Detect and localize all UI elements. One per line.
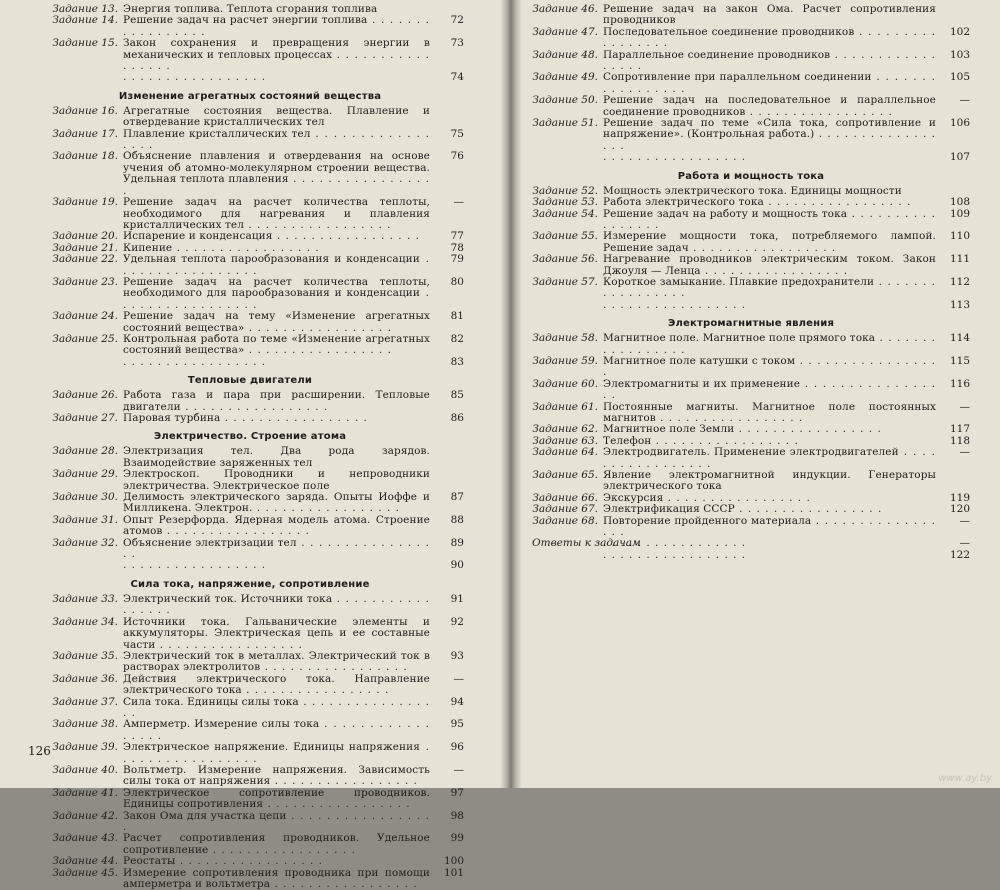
entry-page: 96 (450, 741, 464, 754)
entry-label: Задание 33. (52, 592, 118, 605)
entry-label: Задание 47. (532, 25, 598, 38)
entry-title: Измерение сопротивления проводника при помощи амперметра и вольтметра . . . (123, 868, 430, 890)
entry-label: Задание 34. (52, 615, 118, 628)
entry-label: Задание 54. (532, 207, 598, 220)
entry-title: Магнитное поле Земли . . . (603, 424, 936, 435)
entry-page: 76 (450, 150, 464, 163)
entry-page: 81 (450, 310, 464, 323)
entry-title (123, 72, 430, 83)
entry-page: 122 (949, 548, 970, 561)
entry-label: Задание 49. (532, 71, 598, 84)
entry-title: Магнитное поле катушки с током . . . (603, 356, 936, 379)
toc-entry (36, 38, 464, 72)
toc-entry (36, 446, 464, 469)
watermark: www.ay.by (938, 773, 992, 784)
entry-title: Электроскоп. Проводники и непроводники электричества. Электрическое поле (123, 468, 430, 492)
entry-label: Задание 58. (532, 332, 598, 345)
toc-entry (36, 277, 464, 311)
entry-page: 92 (450, 615, 464, 628)
entry-title: Повторение пройденного материала . . . (603, 516, 936, 539)
entry-title (123, 357, 430, 368)
entry-label: Задание 53. (532, 196, 598, 209)
entry-label: Задание 46. (532, 3, 598, 15)
entry-label: Задание 56. (532, 253, 598, 266)
entry-page: 114 (949, 332, 970, 345)
entry-title: Электродвигатель. Применение электродвигателей . . . (603, 447, 936, 470)
entry-page: 101 (443, 866, 464, 879)
toc-entry (36, 469, 464, 492)
entry-page: 106 (949, 117, 970, 130)
entry-label: Задание 52. (532, 184, 598, 197)
entry-label: Задание 26. (52, 389, 118, 402)
toc-entry (36, 674, 464, 697)
entry-label: Задание 21. (52, 241, 118, 254)
entry-page: 119 (949, 491, 970, 504)
entry-page: 86 (450, 412, 464, 424)
entry-title: Электромагниты и их применение . . . (603, 379, 936, 402)
entry-label: Задание 50. (532, 94, 598, 107)
toc-entry (36, 72, 464, 83)
section-heading: Электричество. Строение атома (153, 431, 347, 443)
entry-label: Задание 15. (52, 37, 118, 50)
toc-entry (532, 50, 970, 73)
entry-label: Задание 40. (52, 763, 118, 776)
entry-page: 113 (949, 298, 970, 311)
toc-entry (532, 231, 970, 254)
entry-title: Электрический ток в металлах. Электрический ток в растворах электролитов . . . (123, 651, 430, 674)
entry-label: Задание 59. (532, 354, 598, 367)
contents-list-left (36, 4, 464, 890)
toc-entry (532, 95, 970, 118)
section-heading: Изменение агрегатных состояний вещества (118, 90, 382, 102)
entry-title (123, 560, 430, 571)
entry-title: Электрическое напряжение. Единицы напряжения . . . (123, 742, 430, 765)
toc-entry (36, 560, 464, 571)
toc-entry (532, 277, 970, 300)
entry-page: — (959, 400, 970, 413)
entry-label: Задание 32. (52, 536, 118, 549)
section-heading: Тепловые двигатели (187, 375, 313, 387)
entry-page: 78 (450, 241, 464, 254)
entry-title (603, 152, 936, 163)
entry-label: Задание 42. (52, 809, 118, 822)
entry-page: 73 (450, 37, 464, 50)
entry-label: Задание 39. (52, 741, 118, 754)
toc-entry (532, 197, 970, 208)
toc-entry (532, 333, 970, 356)
entry-title: Амперметр. Измерение силы тока . . . (123, 719, 430, 742)
entry-page: 93 (450, 649, 464, 662)
toc-entry (36, 390, 464, 413)
entry-page: — (959, 514, 970, 527)
toc-entry (36, 856, 464, 867)
entry-title: Измерение мощности тока, потребляемого лампой. Решение задач . . . (603, 231, 936, 254)
toc-entry (36, 742, 464, 765)
entry-title: Решение задач по теме «Сила тока, сопротивление и напряжение». (Контрольная работа.) . . . (603, 118, 936, 152)
entry-title (603, 300, 936, 311)
toc-entry (36, 413, 464, 424)
entry-title: Удельная теплота парообразования и конденсации . . . (123, 254, 430, 277)
toc-entry (36, 697, 464, 720)
entry-title: Энергия топлива. Теплота сгорания топлива (123, 3, 378, 15)
entry-page: 117 (949, 423, 970, 436)
entry-title: Работа газа и пара при расширении. Тепловые двигатели . . . (123, 390, 430, 413)
entry-page: 102 (949, 25, 970, 38)
entry-page: 99 (450, 832, 464, 845)
toc-entry (36, 151, 464, 197)
entry-title: Сопротивление при параллельном соединении . . . (603, 72, 936, 95)
toc-entry (36, 833, 464, 856)
entry-title: Паровая турбина . . . (123, 413, 430, 424)
entry-page: 111 (949, 253, 970, 266)
page-number: 126 (28, 744, 51, 758)
toc-entry (36, 651, 464, 674)
entry-page: 103 (949, 48, 970, 61)
entry-title: Магнитное поле. Магнитное поле прямого тока . . . (603, 333, 936, 356)
toc-entry (36, 357, 464, 368)
entry-title: Делимость электрического заряда. Опыты Иоффе и Милликена. Электрон. . . . (123, 492, 430, 515)
entry-title (603, 550, 936, 561)
toc-entry (36, 617, 464, 651)
entry-label: Задание 17. (52, 127, 118, 140)
toc-entry (36, 334, 464, 357)
entry-page: 115 (949, 354, 970, 367)
entry-page: 118 (949, 434, 970, 447)
toc-entry (36, 538, 464, 561)
toc-entry (36, 129, 464, 152)
entry-page: 75 (450, 127, 464, 140)
entry-title: Решение задач на последовательное и параллельное соединение проводников . . . (603, 95, 936, 118)
toc-entry (36, 594, 464, 617)
section-heading: Работа и мощность тока (677, 170, 825, 182)
toc-entry (532, 118, 970, 152)
entry-label: Задание 63. (532, 434, 598, 447)
toc-entry (36, 311, 464, 334)
entry-label: Задание 43. (52, 832, 118, 845)
entry-label: Задание 37. (52, 695, 118, 708)
toc-entry (532, 72, 970, 95)
toc-entry (532, 300, 970, 311)
entry-title: Решение задач на работу и мощность тока . . . (603, 209, 936, 232)
entry-title: Решение задач на закон Ома. Расчет сопротивления проводников (603, 3, 936, 27)
toc-entry (532, 516, 970, 539)
entry-title: Испарение и конденсация . . . (123, 231, 430, 242)
entry-page: 108 (949, 196, 970, 209)
toc-entry (532, 379, 970, 402)
entry-page: 77 (450, 230, 464, 243)
entry-label: Задание 62. (532, 423, 598, 436)
toc-entry (532, 27, 970, 50)
entry-title: Расчет сопротивления проводников. Удельное сопротивление . . . (123, 833, 430, 856)
entry-label: Задание 13. (52, 3, 118, 15)
entry-page: — (959, 537, 970, 550)
entry-title: Решение задач на расчет количества теплоты, необходимого для нагревания и плавления кристаллических тел . . . (123, 197, 430, 231)
entry-page: 74 (450, 71, 464, 84)
toc-entry (532, 470, 970, 493)
entry-label: Задание 29. (52, 468, 118, 481)
entry-title: Источники тока. Гальванические элементы и аккумуляторы. Электрическая цепь и ее составные части . . . (123, 617, 430, 651)
toc-entry (36, 765, 464, 788)
entry-label: Задание 57. (532, 275, 598, 288)
entry-page: 91 (450, 592, 464, 605)
entry-page: 116 (949, 377, 970, 390)
entry-page: — (959, 446, 970, 459)
entry-title: Электрификация СССР . . . (603, 504, 936, 515)
entry-title: Решение задач на расчет количества теплоты, необходимого для парообразования и конденсации . . . (123, 277, 430, 311)
entry-page: 98 (450, 809, 464, 822)
entry-page: — (453, 196, 464, 209)
entry-page: — (959, 94, 970, 107)
book-gutter (500, 0, 522, 788)
entry-title: Короткое замыкание. Плавкие предохранители . . . (603, 277, 936, 300)
entry-title: Плавление кристаллических тел . . . (123, 129, 430, 152)
entry-page: 72 (450, 14, 464, 27)
entry-title: Опыт Резерфорда. Ядерная модель атома. Строение атомов . . . (123, 515, 430, 538)
toc-entry (36, 868, 464, 890)
entry-label: Задание 27. (52, 412, 118, 424)
entry-label: Задание 19. (52, 196, 118, 209)
entry-label: Задание 44. (52, 855, 118, 868)
entry-page: 120 (949, 503, 970, 516)
entry-title: Работа электрического тока . . . (603, 197, 936, 208)
entry-title: Электризация тел. Два рода зарядов. Взаимодействие заряженных тел (123, 445, 430, 469)
entry-label: Задание 64. (532, 446, 598, 459)
toc-entry (36, 254, 464, 277)
toc-entry (532, 4, 970, 27)
entry-page: 88 (450, 513, 464, 526)
entry-title: Контрольная работа по теме «Изменение агрегатных состояний вещества» . . . (123, 334, 430, 357)
entry-label: Задание 38. (52, 718, 118, 731)
entry-title: Вольтметр. Измерение напряжения. Зависимость силы тока от напряжения . . . (123, 765, 430, 788)
toc-entry (532, 209, 970, 232)
section-heading: Электромагнитные явления (667, 318, 835, 330)
entry-page: 87 (450, 491, 464, 504)
entry-page: 83 (450, 355, 464, 368)
entry-label: Задание 66. (532, 491, 598, 504)
entry-page: 112 (949, 275, 970, 288)
entry-page: 97 (450, 786, 464, 799)
entry-page: 80 (450, 275, 464, 288)
entry-label: Задание 41. (52, 786, 118, 799)
entry-page: — (453, 672, 464, 685)
entry-label: Задание 61. (532, 400, 598, 413)
entry-page: 95 (450, 718, 464, 731)
entry-label: Задание 65. (532, 469, 598, 482)
entry-title: Закон Ома для участка цепи . . . (123, 811, 430, 834)
entry-label: Задание 35. (52, 649, 118, 662)
entry-title: Реостаты . . . (123, 856, 430, 867)
toc-entry (36, 15, 464, 38)
entry-label: Задание 60. (532, 377, 598, 390)
toc-entry (36, 197, 464, 231)
entry-page: 79 (450, 253, 464, 266)
toc-entry (532, 402, 970, 425)
entry-title: Телефон . . . (603, 436, 936, 447)
entry-title: Последовательное соединение проводников . . . (603, 27, 936, 50)
entry-title: Мощность электрического тока. Единицы мощности (603, 184, 902, 197)
entry-title: Закон сохранения и превращения энергии в механических и тепловых процессах . . . (123, 38, 430, 72)
entry-page: — (453, 763, 464, 776)
entry-page: 90 (450, 559, 464, 572)
toc-entry (532, 152, 970, 163)
contents-list-right (532, 4, 970, 561)
entry-label: Задание 14. (52, 14, 118, 27)
toc-entry (36, 719, 464, 742)
toc-entry (532, 538, 970, 549)
entry-page: 105 (949, 71, 970, 84)
toc-entry (36, 492, 464, 515)
entry-title: Постоянные магниты. Магнитное поле постоянных магнитов . . . (603, 402, 936, 425)
entry-title: Сила тока. Единицы силы тока . . . (123, 697, 430, 720)
entry-page: 109 (949, 207, 970, 220)
entry-title: Действия электрического тока. Направление электрического тока . . . (123, 674, 430, 697)
entry-title: Электрический ток. Источники тока . . . (123, 594, 430, 617)
entry-label: Задание 30. (52, 491, 118, 504)
entry-title: Решение задач на тему «Изменение агрегатных состояний вещества» . . . (123, 311, 430, 334)
entry-title: Объяснение электризации тел . . . (123, 538, 430, 561)
entry-page: 89 (450, 536, 464, 549)
entry-label: Задание 18. (52, 150, 118, 163)
entry-page: 85 (450, 389, 464, 402)
entry-title: Явление электромагнитной индукции. Генераторы электрического тока (603, 469, 936, 493)
toc-entry (532, 254, 970, 277)
right-page (514, 0, 1000, 788)
toc-entry (532, 550, 970, 561)
section-heading: Сила тока, напряжение, сопротивление (130, 578, 370, 590)
entry-label: Задание 20. (52, 230, 118, 243)
entry-page: 100 (443, 855, 464, 868)
toc-entry (36, 515, 464, 538)
entry-page: 110 (949, 230, 970, 243)
entry-title: Объяснение плавления и отвердевания на основе учения об атомно-молекулярном строении вещества. Удельная теплота плавления . . . (123, 151, 430, 197)
toc-entry (532, 447, 970, 470)
entry-label: Задание 68. (532, 514, 598, 527)
entry-label: Ответы к задачам (532, 537, 641, 550)
entry-title: Решение задач на расчет энергии топлива . . . (123, 15, 430, 38)
entry-page: 107 (949, 151, 970, 164)
entry-label: Задание 16. (52, 104, 118, 117)
toc-entry (36, 231, 464, 242)
entry-label: Задание 51. (532, 117, 598, 130)
entry-label: Задание 55. (532, 230, 598, 243)
entry-label: Задание 24. (52, 310, 118, 323)
entry-label: Задание 31. (52, 513, 118, 526)
toc-entry (36, 788, 464, 811)
entry-label: Задание 67. (532, 503, 598, 516)
entry-label: Задание 28. (52, 445, 118, 458)
toc-entry (36, 106, 464, 129)
entry-title: Параллельное соединение проводников . . . (603, 50, 936, 73)
entry-label: Задание 25. (52, 332, 118, 345)
entry-label: Задание 23. (52, 275, 118, 288)
entry-title: Кипение . . . (123, 243, 430, 254)
entry-title: Электрическое сопротивление проводников. Единицы сопротивления . . . (123, 788, 430, 811)
entry-label: Задание 45. (52, 866, 118, 879)
entry-label: Задание 36. (52, 672, 118, 685)
entry-title: Экскурсия . . . (603, 493, 936, 504)
entry-title: Нагревание проводников электрическим током. Закон Джоуля — Ленца . . . (603, 254, 936, 277)
toc-entry (532, 504, 970, 515)
entry-page: 82 (450, 332, 464, 345)
entry-label: Задание 48. (532, 48, 598, 61)
toc-entry (36, 811, 464, 834)
toc-entry (532, 356, 970, 379)
entry-label: Задание 22. (52, 253, 118, 266)
entry-title: Агрегатные состояния вещества. Плавление и отвердевание кристаллических тел (123, 104, 430, 129)
entry-page: 94 (450, 695, 464, 708)
